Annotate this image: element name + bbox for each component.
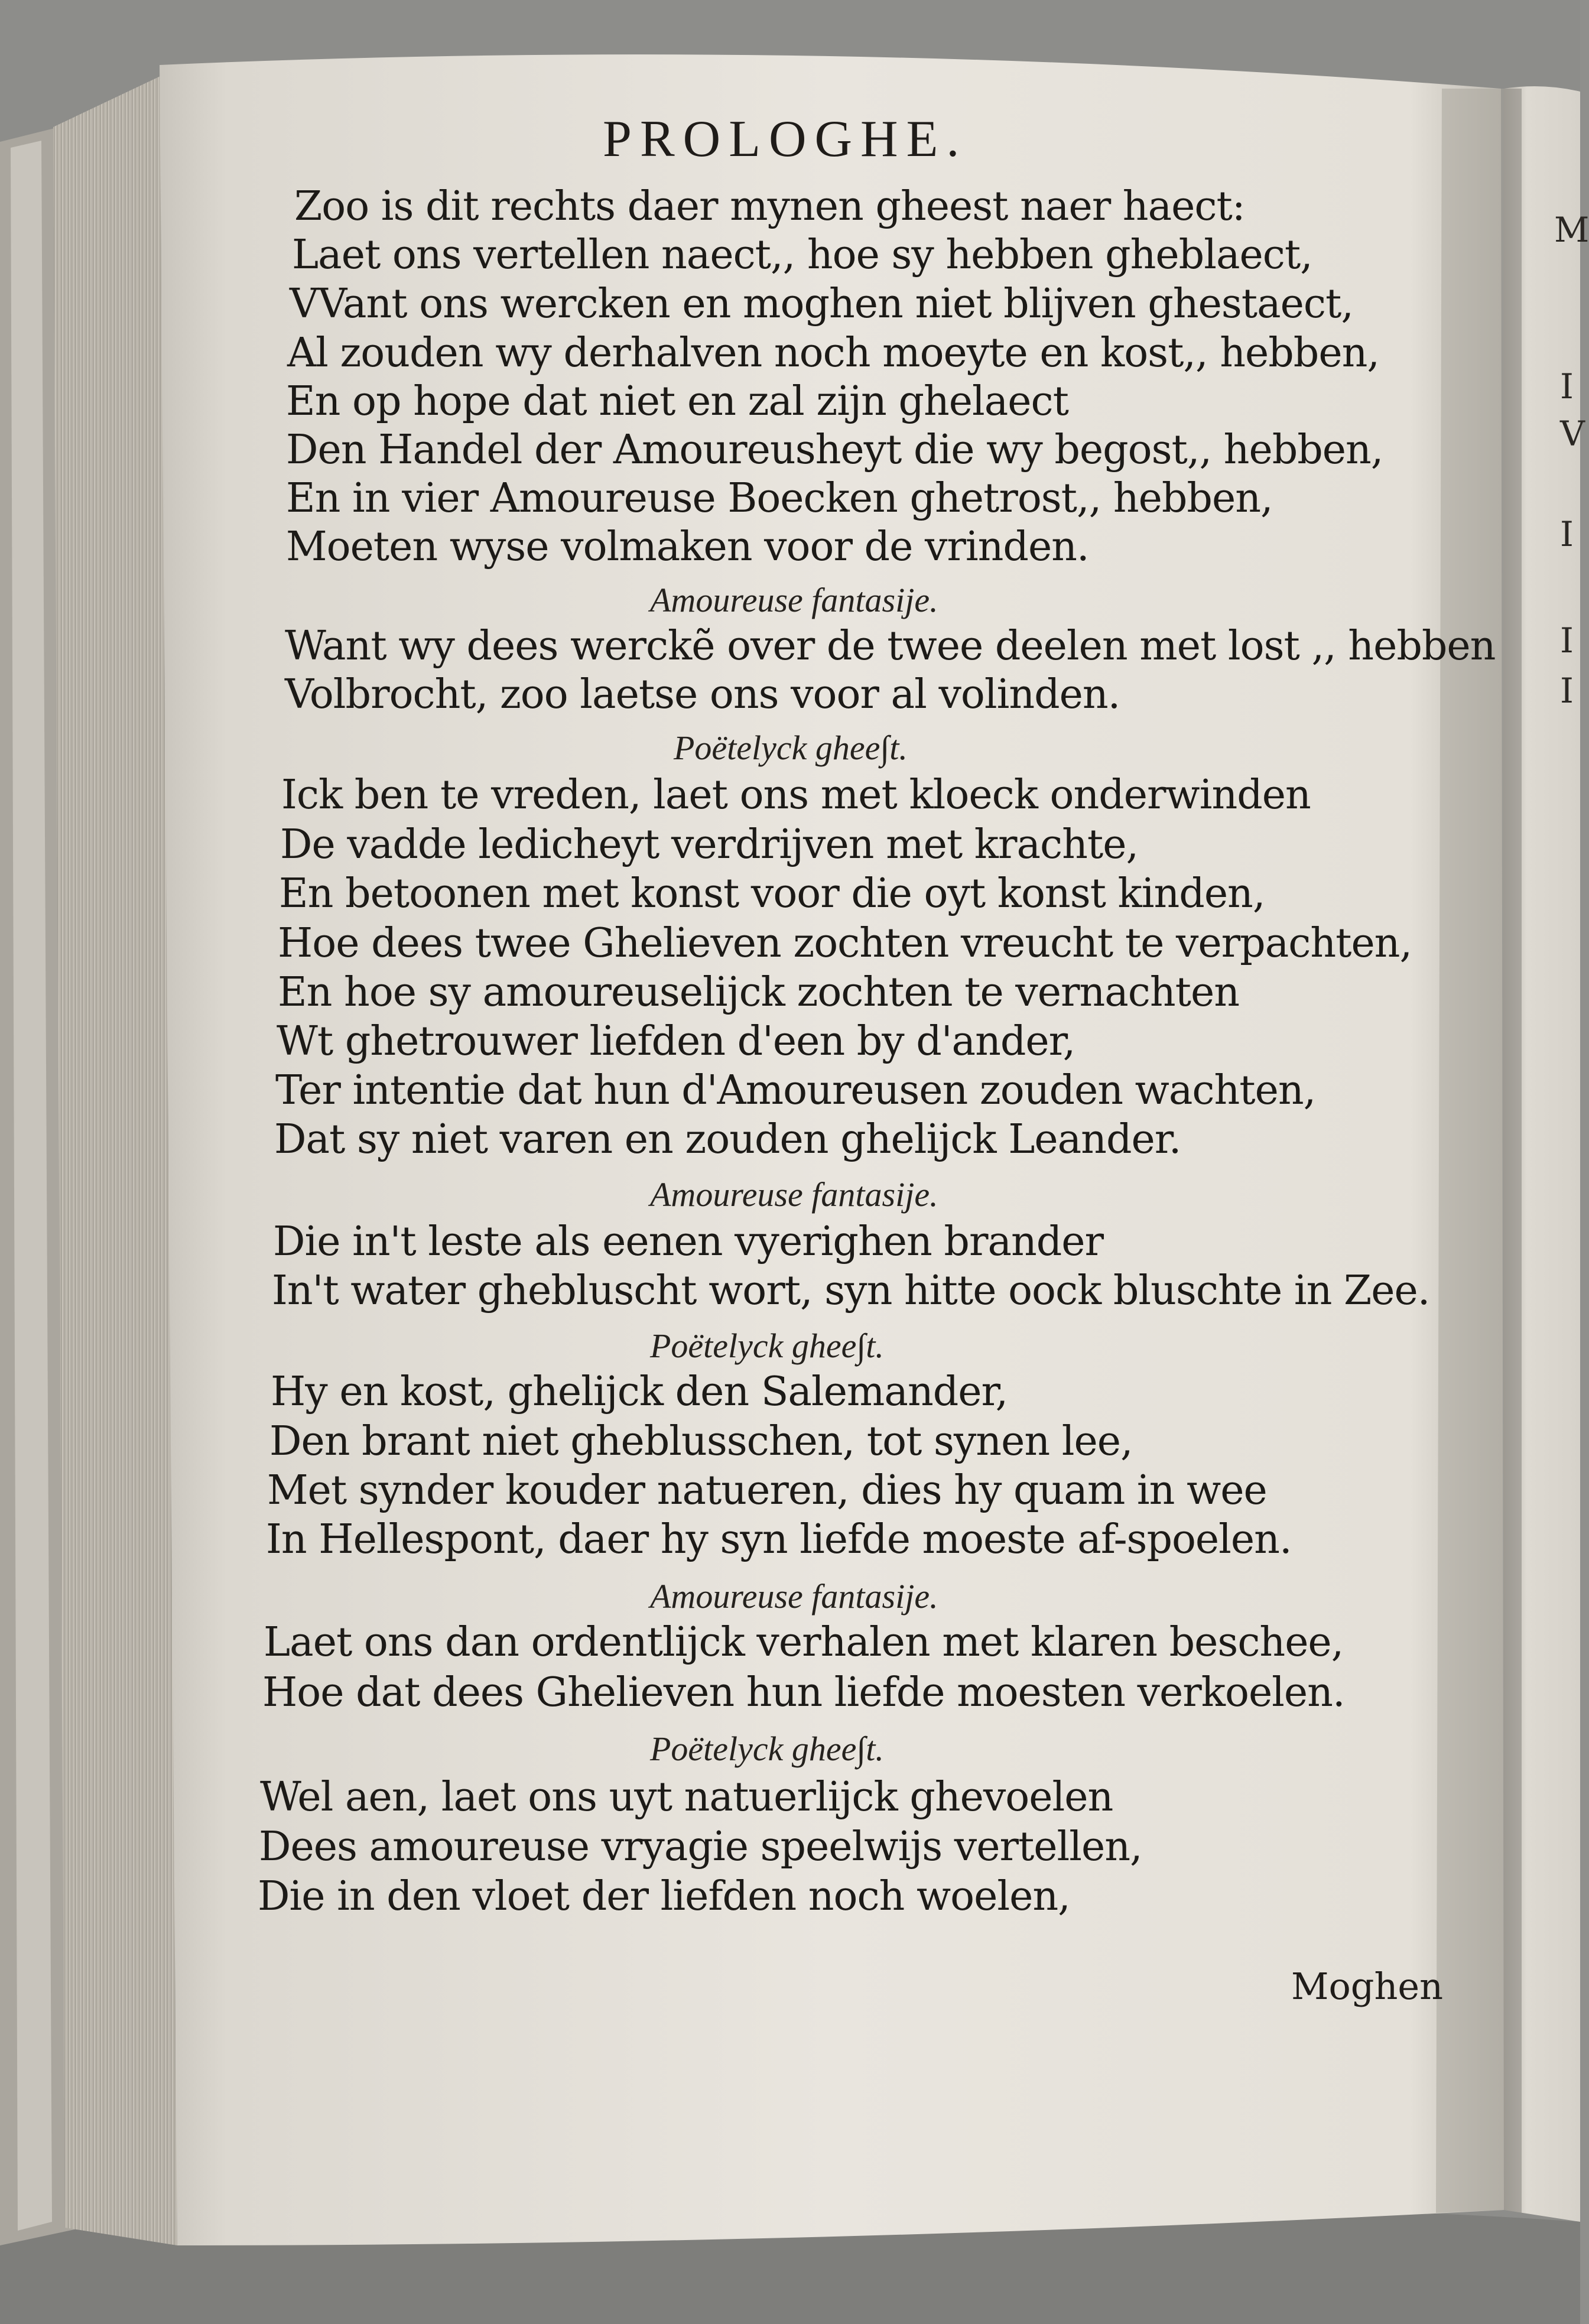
- verse-line: En betoonen met konst voor die oyt konst kinden,: [279, 870, 1265, 917]
- verse-line: Volbrocht, zoo laetse ons voor al volinden.: [285, 671, 1120, 718]
- verse-line: Die in den vloet der liefden noch woelen,: [258, 1873, 1070, 1920]
- verse-line: VVant ons wercken en moghen niet blijven ghestaect,: [290, 281, 1353, 327]
- verse-line: Den Handel der Amoureusheyt die wy begost,, hebben,: [286, 427, 1383, 473]
- verse-line: In Hellespont, daer hy syn liefde moeste af-spoelen.: [266, 1516, 1292, 1563]
- verse-line: Ter intentie dat hun d'Amoureusen zouden wachten,: [275, 1067, 1316, 1114]
- verse-line: En op hope dat niet en zal zijn ghelaect: [286, 378, 1068, 425]
- verse-line: Wt ghetrouwer liefden d'een by d'ander,: [277, 1018, 1075, 1065]
- catchword: Moghen: [1291, 1965, 1444, 2008]
- verse-line: De vadde ledicheyt verdrijven met krachte,: [280, 821, 1139, 868]
- facing-page-glyph: I: [1560, 366, 1574, 407]
- verse-line: Wel aen, laet ons uyt natuerlijck ghevoelen: [260, 1774, 1113, 1821]
- verse-line: Die in't leste als eenen vyerighen brander: [273, 1218, 1104, 1265]
- verse-line: Dat sy niet varen en zouden ghelijck Leander.: [274, 1116, 1181, 1163]
- verse-line: Want wy dees werckẽ over de twee deelen met lost ,, hebben: [285, 623, 1496, 669]
- verse-line: Met synder kouder natueren, dies hy quam in wee: [267, 1467, 1267, 1514]
- speaker-label: Amoureuse fantasije.: [650, 581, 938, 619]
- speaker-label: Amoureuse fantasije.: [650, 1577, 938, 1616]
- verse-line: Moeten wyse volmaken voor de vrinden.: [286, 524, 1089, 570]
- verse-line: Al zouden wy derhalven noch moeyte en kost,, hebben,: [287, 330, 1379, 376]
- verse-line: En hoe sy amoureuselijck zochten te vernachten: [278, 969, 1240, 1016]
- speaker-label: Poëtelyck ghee∫t.: [650, 1730, 884, 1768]
- verse-line: Hy en kost, ghelijck den Salemander,: [271, 1369, 1008, 1415]
- speaker-label: Poëtelyck ghee∫t.: [674, 729, 908, 767]
- speaker-label: Amoureuse fantasije.: [650, 1175, 938, 1214]
- verse-line: En in vier Amoureuse Boecken ghetrost,, hebben,: [286, 475, 1273, 522]
- verse-line: Laet ons dan ordentlijck verhalen met klaren beschee,: [264, 1619, 1344, 1666]
- facing-page-glyph: M: [1554, 210, 1589, 250]
- verse-line: In't water ghebluscht wort, syn hitte oock bluschte in Zee.: [272, 1267, 1430, 1314]
- speaker-label: Poëtelyck ghee∫t.: [650, 1327, 884, 1365]
- facing-page-glyph: I: [1560, 620, 1574, 661]
- verse-line: Den brant niet gheblusschen, tot synen lee,: [269, 1418, 1133, 1465]
- facing-page-glyph: I: [1560, 514, 1574, 554]
- verse-line: Hoe dat dees Ghelieven hun liefde moesten verkoelen.: [262, 1669, 1345, 1716]
- verse-line: Zoo is dit rechts daer mynen gheest naer haect:: [294, 183, 1245, 230]
- facing-page-glyph: I: [1560, 671, 1574, 711]
- verse-line: Dees amoureuse vryagie speelwijs vertellen,: [259, 1824, 1142, 1870]
- running-head: PROLOGHE.: [603, 110, 968, 168]
- verse-line: Laet ons vertellen naect,, hoe sy hebben gheblaect,: [292, 232, 1312, 278]
- facing-page-glyph: V: [1560, 414, 1585, 454]
- verse-line: Hoe dees twee Ghelieven zochten vreucht te verpachten,: [278, 920, 1412, 967]
- verse-line: Ick ben te vreden, laet ons met kloeck onderwinden: [281, 772, 1311, 818]
